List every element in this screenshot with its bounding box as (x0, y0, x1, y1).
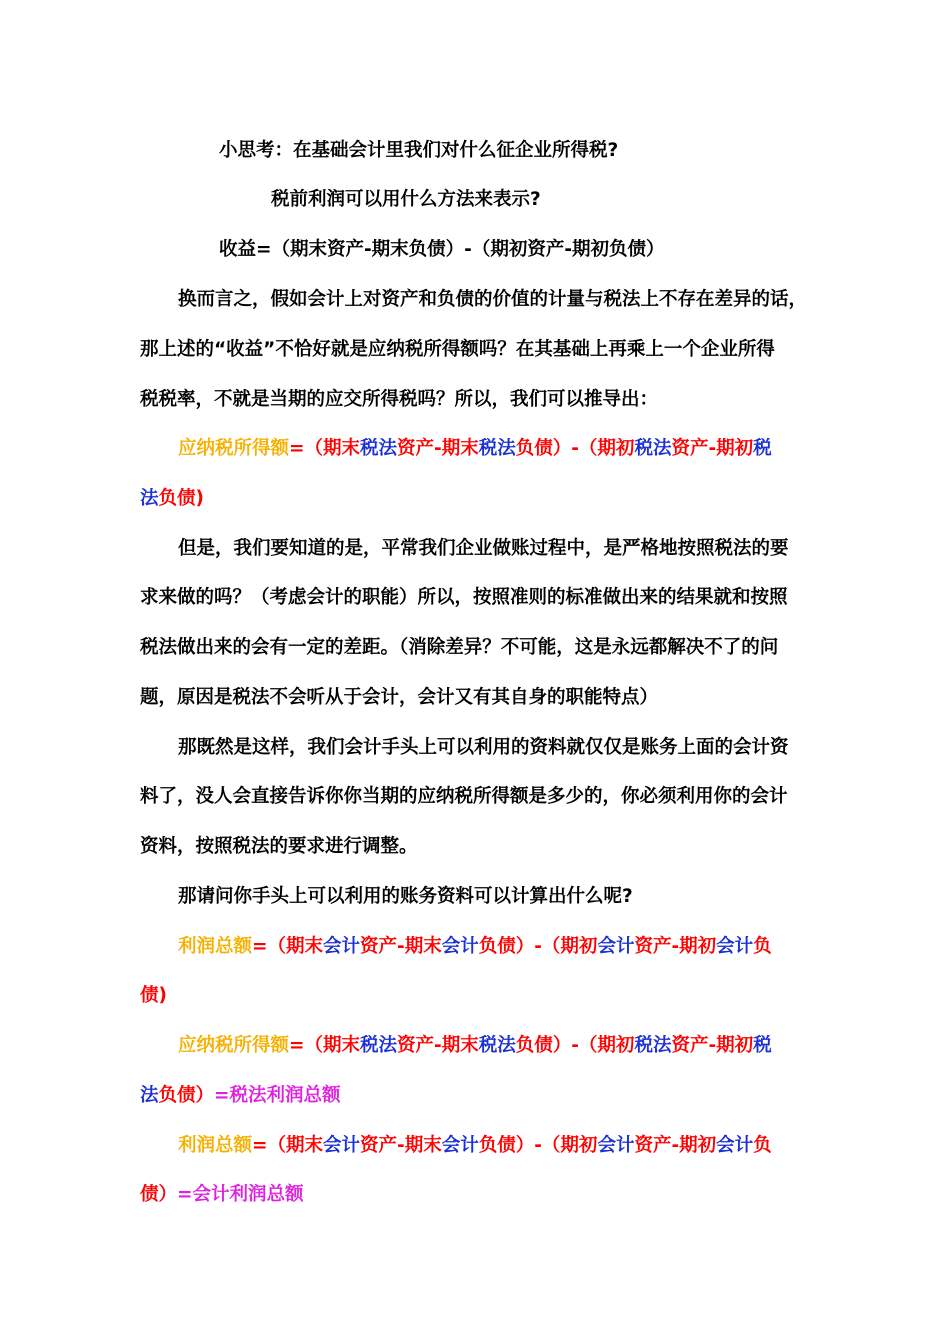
taxable-income-formula-2-line-2: 法负债）=税法利润总额 (140, 1085, 341, 1106)
paragraph-2-line-2: 求来做的吗？（考虑会计的职能）所以，按照准则的标准做出来的结果就和按照 (140, 587, 788, 608)
paragraph-4-line-1: 那请问你手头上可以利用的账务资料可以计算出什么呢? (178, 886, 633, 907)
formula-label: 利润总额 (178, 936, 253, 957)
paragraph-2-line-1: 但是，我们要知道的是，平常我们企业做账过程中，是严格地按照税法的要 (178, 538, 789, 559)
formula-label: 应纳税所得额 (178, 438, 290, 459)
paragraph-2-line-3: 税法做出来的会有一定的差距。（消除差异？不可能，这是永远都解决不了的问 (140, 637, 779, 658)
profit-formula-2-line-2: 债）=会计利润总额 (140, 1184, 304, 1205)
profit-formula-1-line-1: 利润总额=（期末会计资产-期末会计负债）-（期初会计资产-期初会计负 (178, 936, 772, 957)
paragraph-3-line-2: 料了，没人会直接告诉你你当期的应纳税所得额是多少的，你必须利用你的会计 (140, 786, 788, 807)
formula-label: 利润总额 (178, 1135, 253, 1156)
formula-label: 应纳税所得额 (178, 1035, 290, 1056)
paragraph-2-line-4: 题，原因是税法不会听从于会计，会计又有其自身的职能特点） (140, 687, 659, 708)
profit-formula-2-line-1: 利润总额=（期末会计资产-期末会计负债）-（期初会计资产-期初会计负 (178, 1135, 772, 1156)
tax-profit-total: =税法利润总额 (214, 1085, 341, 1106)
profit-formula-1-line-2: 债) (140, 985, 167, 1006)
paragraph-1-line-3: 税税率，不就是当期的应交所得税吗？所以，我们可以推导出： (140, 389, 659, 410)
taxable-income-formula-2-line-1: 应纳税所得额=（期末税法资产-期末税法负债）-（期初税法资产-期初税 (178, 1035, 772, 1056)
paragraph-1-line-1: 换而言之，假如会计上对资产和负债的价值的计量与税法上不存在差异的话， (178, 289, 808, 310)
taxable-income-formula-line-1: 应纳税所得额=（期末税法资产-期末税法负债）-（期初税法资产-期初税 (178, 438, 772, 459)
income-formula: 收益=（期末资产-期末负债）-（期初资产-期初负债） (219, 239, 665, 260)
question-line-2: 税前利润可以用什么方法来表示? (271, 189, 541, 210)
paragraph-3-line-3: 资料，按照税法的要求进行调整。 (140, 836, 418, 857)
accounting-profit-total: =会计利润总额 (177, 1184, 304, 1205)
paragraph-1-line-2: 那上述的“收益”不恰好就是应纳税所得额吗？在其基础上再乘上一个企业所得 (140, 339, 775, 360)
taxable-income-formula-line-2: 法负债) (140, 488, 204, 509)
question-line-1: 小思考：在基础会计里我们对什么征企业所得税? (219, 140, 619, 161)
paragraph-3-line-1: 那既然是这样，我们会计手头上可以利用的资料就仅仅是账务上面的会计资 (178, 737, 789, 758)
